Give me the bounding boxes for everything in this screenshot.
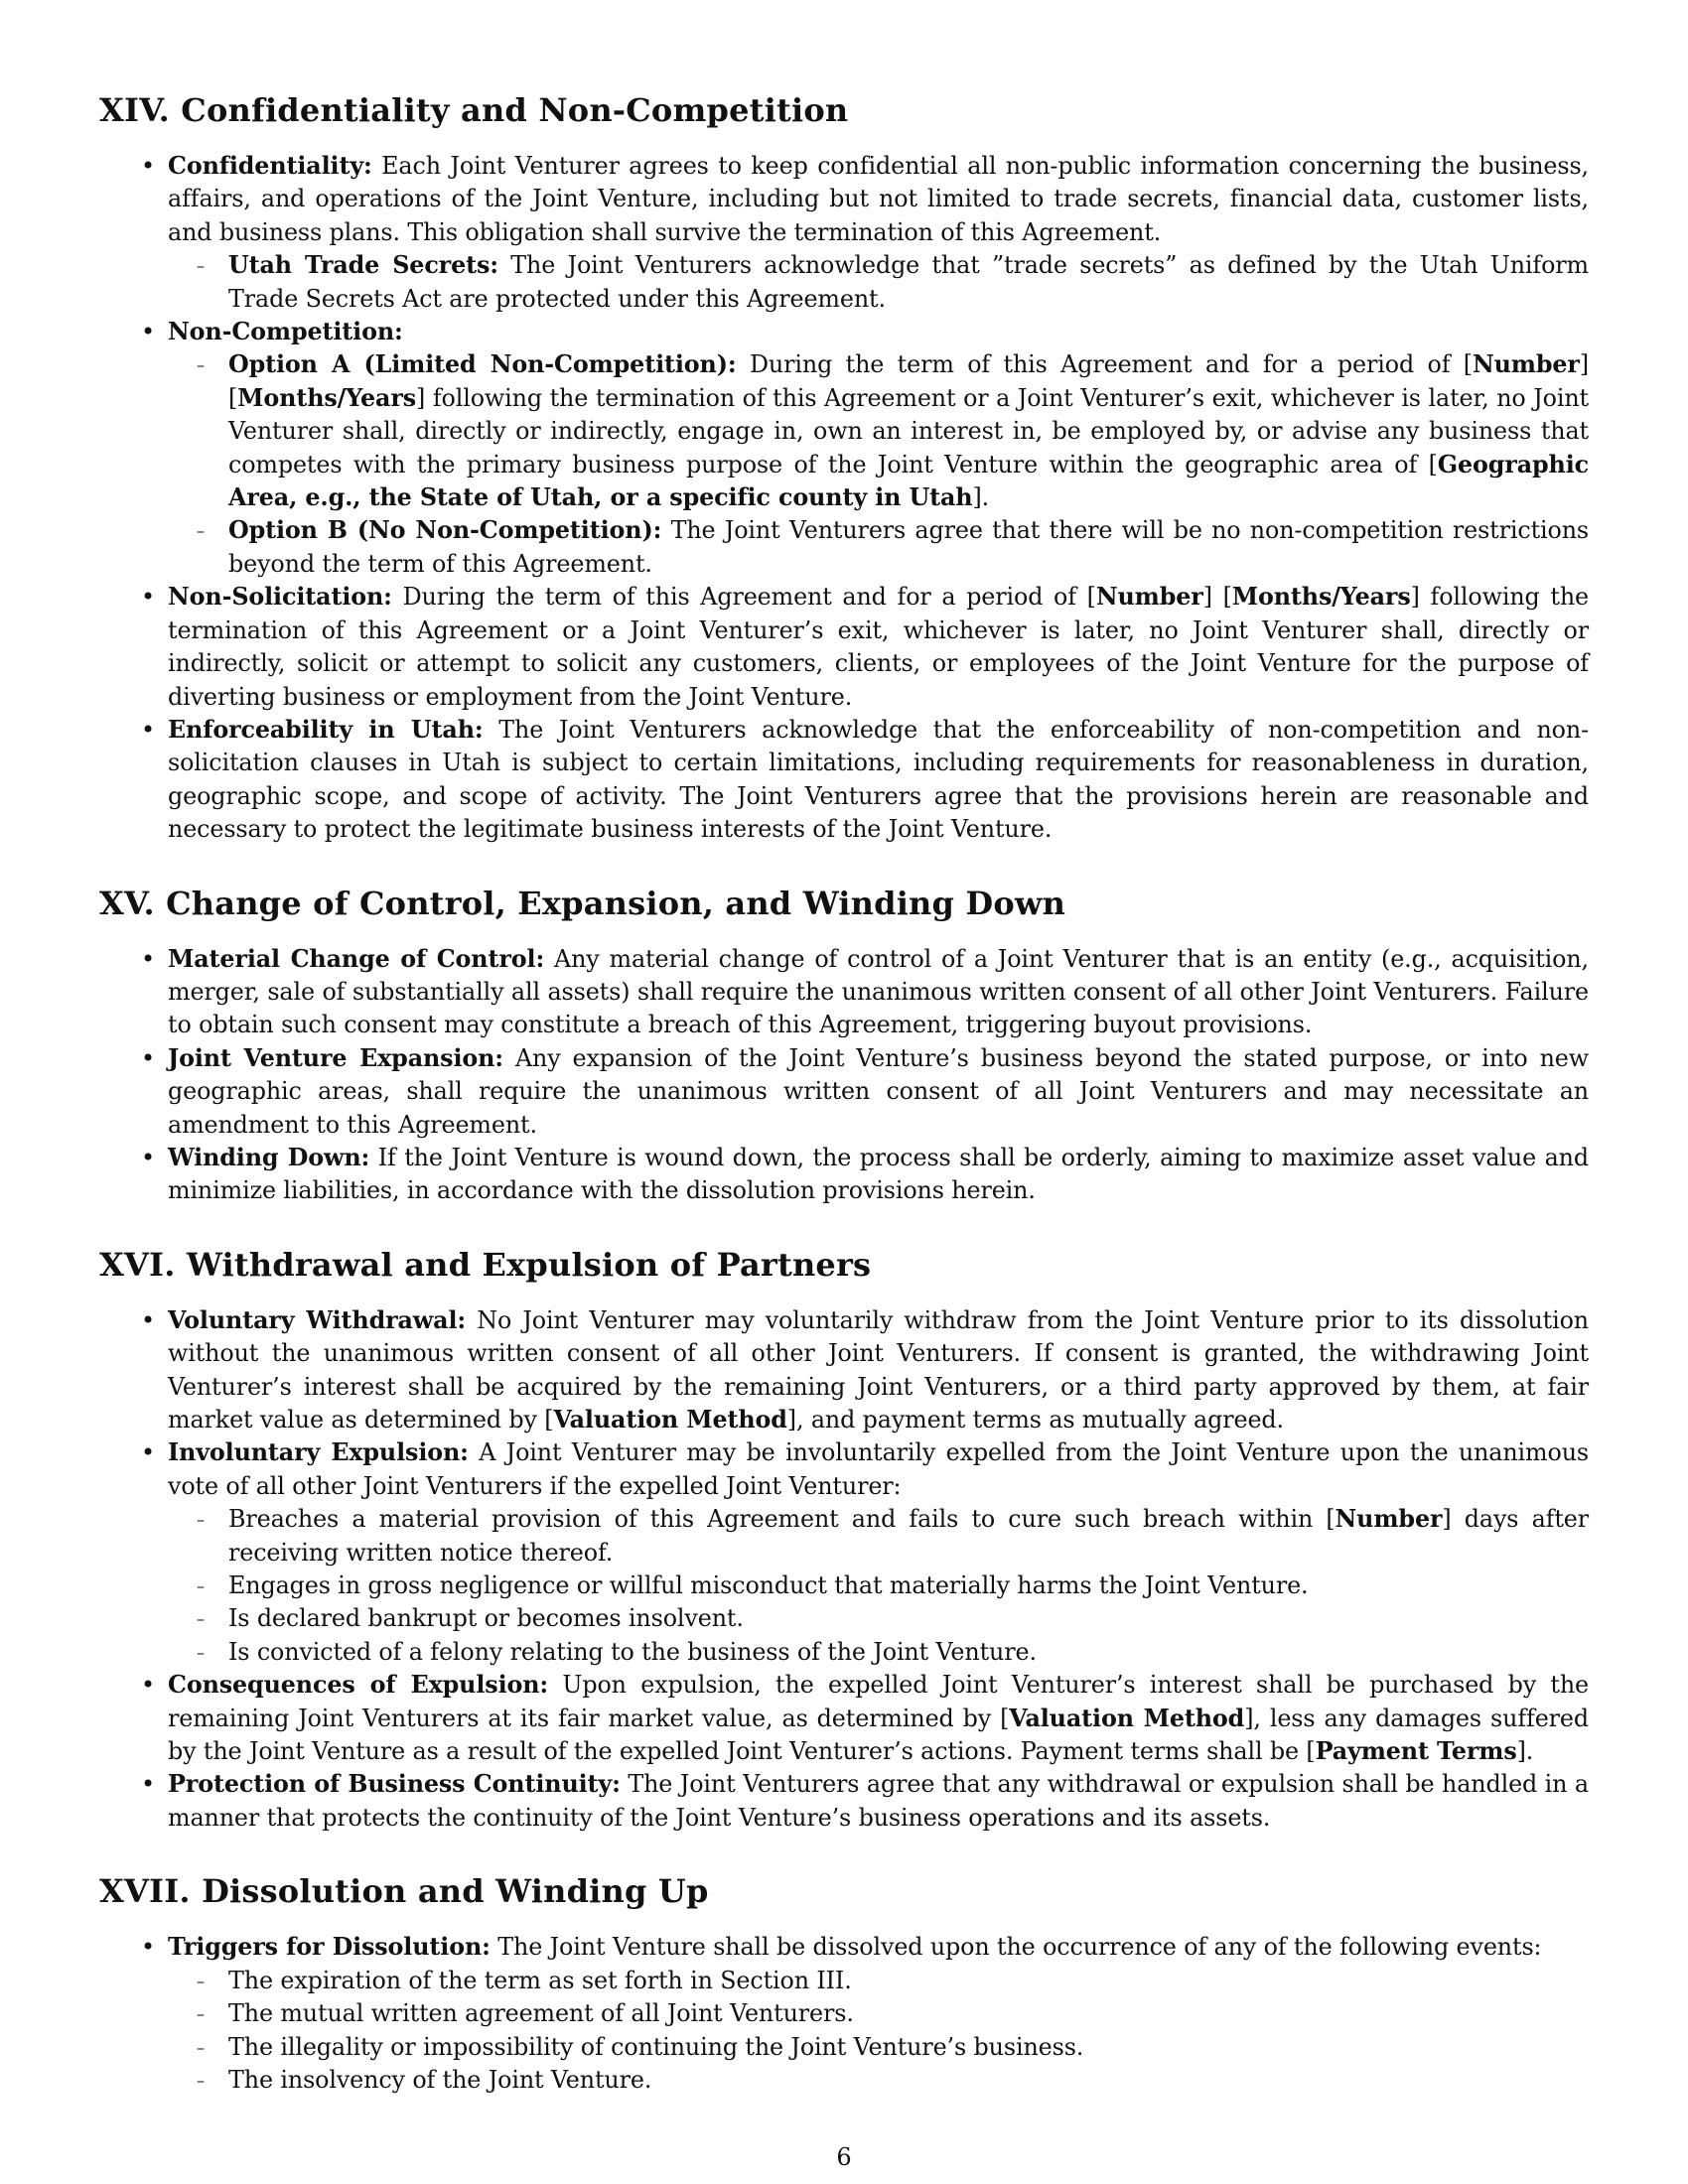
text-run: During the term of this Agreement and for a period of [ — [391, 583, 1096, 612]
sub-item-text — [228, 1503, 1589, 1570]
bullet-text — [168, 581, 1589, 714]
page-number: 6 — [836, 2143, 852, 2171]
bold-term: Geographic Area, e.g., the State of Utah, or a specific county in Utah — [228, 450, 1589, 512]
text-run: No Joint Venturer may voluntarily withdraw from the Joint Venture prior to its dissolution without the unanimous written consent of all other Joint Venturers. If consent is granted, the withdrawing Joint Venturer’s interest shall be acquired by the remaining Joint Venturers, or a third party approved by them, at fair market value as determined by [ — [168, 1305, 1589, 1433]
bullet-item — [99, 1931, 1589, 2097]
sub-item-text — [228, 1965, 1589, 1997]
sub-list — [168, 1965, 1589, 2098]
text-run: The mutual written agreement of all Joint Venturers. — [228, 1999, 854, 2028]
text-run: Any expansion of the Joint Venture’s business beyond the stated purpose, or into new geographic areas, shall require the unanimous written consent of all Joint Venturers and may necessitate an amendment to this Agreement. — [168, 1043, 1590, 1139]
sub-item-text — [228, 514, 1589, 581]
text-run: ]. — [1516, 1737, 1534, 1766]
sub-item — [168, 2031, 1589, 2064]
text-run: Any material change of control of a Joint Venturer that is an entity (e.g., acquisition, merger, sale of substantially all assets) shall require the unanimous written consent of all other Joint Venturers. Failure to obtain such consent may constitute a breach of this Agreement, triggering buyout provisions. — [168, 944, 1589, 1039]
sub-item — [168, 348, 1589, 514]
bullet-list — [99, 150, 1589, 847]
bullet-item — [99, 316, 1589, 581]
text-run: The expiration of the term as set forth in Section III. — [228, 1966, 852, 1994]
bullet-text — [168, 316, 1589, 348]
sub-item — [168, 1503, 1589, 1570]
bullet-text — [168, 1142, 1589, 1208]
sub-item-text — [228, 249, 1589, 316]
bold-term: Involuntary Expulsion: — [168, 1438, 469, 1467]
document-page — [99, 91, 1589, 2134]
bold-term: Option A (Limited Non-Competition): — [228, 350, 737, 379]
bullet-text — [168, 943, 1589, 1042]
text-run: A Joint Venturer may be involuntarily expelled from the Joint Venture upon the unanimous vote of all other Joint Venturers if the expelled Joint Venturer: — [168, 1438, 1589, 1500]
bullet-text — [168, 714, 1589, 847]
bullet-item — [99, 1304, 1589, 1437]
bold-term: Number — [1095, 583, 1203, 612]
bullet-text — [168, 150, 1589, 249]
sub-item-text — [228, 348, 1589, 514]
bullet-list — [99, 1931, 1589, 2097]
bold-term: Enforceability in Utah: — [168, 715, 484, 744]
text-run: ] days after receiving written notice thereof. — [228, 1505, 1589, 1567]
text-run: Is convicted of a felony relating to the business of the Joint Venture. — [228, 1637, 1037, 1666]
text-run: Engages in gross negligence or willful misconduct that materially harms the Joint Venture. — [228, 1571, 1309, 1600]
text-run: Breaches a material provision of this Agreement and fails to cure such breach within [ — [228, 1505, 1336, 1534]
bullet-item — [99, 1669, 1589, 1768]
bold-term: Months/Years — [1231, 583, 1411, 612]
bold-term: Number — [1335, 1505, 1443, 1534]
bullet-item — [99, 943, 1589, 1042]
bold-term: Consequences of Expulsion: — [168, 1671, 549, 1700]
sub-list — [168, 1503, 1589, 1669]
bold-term: Protection of Business Continuity: — [168, 1770, 621, 1799]
sub-item — [168, 2064, 1589, 2097]
bold-term: Payment Terms — [1315, 1737, 1517, 1766]
sub-item-text — [228, 1602, 1589, 1635]
section-heading: XVII. Dissolution and Winding Up — [99, 1872, 709, 1911]
sub-item-text — [228, 2031, 1589, 2064]
text-run: Is declared bankrupt or becomes insolvent. — [228, 1604, 744, 1633]
text-run: The Joint Venture shall be dissolved upon the occurrence of any of the following events: — [490, 1933, 1542, 1962]
text-run: The illegality or impossibility of continuing the Joint Venture’s business. — [228, 2032, 1084, 2061]
bold-term: Non-Solicitation: — [168, 583, 392, 612]
text-run: ] following the termination of this Agreement or a Joint Venturer’s exit, whichever is later, no Joint Venturer shall, directly or indirectly, engage in, own an interest in, be employed by, or advise any business that competes with the primary business purpose of the Joint Venture within the geographic area of [ — [228, 383, 1589, 478]
bullet-text — [168, 1436, 1589, 1503]
bold-term: Voluntary Withdrawal: — [168, 1305, 467, 1334]
text-run: ]. — [972, 483, 990, 512]
sub-item — [168, 1997, 1589, 2030]
sub-item — [168, 1965, 1589, 1997]
bullet-list — [99, 1304, 1589, 1836]
bold-term: Confidentiality: — [168, 152, 372, 180]
text-run: Upon expulsion, the expelled Joint Venturer’s interest shall be purchased by the remaining Joint Venturers at its fair market value, as determined by [ — [168, 1671, 1589, 1732]
text-run: The Joint Venturers acknowledge that the enforceability of non-competition and non-solicitation clauses in Utah is subject to certain limitations, including requirements for reasonableness in duration, geographic scope, and scope of activity. The Joint Venturers agree that the provisions herein are reasonable and necessary to protect the legitimate business interests of the Joint Venture. — [168, 715, 1589, 844]
bullet-item — [99, 581, 1589, 714]
section-heading: XIV. Confidentiality and Non-Competition — [99, 91, 849, 129]
bold-term: Valuation Method — [1009, 1704, 1245, 1732]
bullet-item — [99, 1768, 1589, 1835]
bold-term: Number — [1472, 350, 1580, 379]
bold-term: Months/Years — [237, 383, 417, 412]
bold-term: Non-Competition: — [168, 318, 403, 346]
text-run: ], and payment terms as mutually agreed. — [786, 1406, 1284, 1433]
section-heading: XVI. Withdrawal and Expulsion of Partners — [99, 1245, 872, 1284]
bullet-item — [99, 1042, 1589, 1142]
text-run: The insolvency of the Joint Venture. — [228, 2065, 652, 2094]
text-run: ] [ — [1202, 583, 1232, 612]
sub-item-text — [228, 1997, 1589, 2030]
bullet-text — [168, 1042, 1589, 1142]
bullet-item — [99, 1436, 1589, 1669]
bold-term: Valuation Method — [553, 1406, 787, 1433]
bullet-text — [168, 1931, 1589, 1964]
text-run: ] following the termination of this Agreement or a Joint Venturer’s exit, whichever is later, no Joint Venturer shall, directly or indirectly, solicit or attempt to solicit any customers, clients, or employees of the Joint Venture for the purpose of diverting business or employment from the Joint Venture. — [168, 583, 1589, 711]
text-run: The Joint Venturers agree that there will be no non-competition restrictions beyond the term of this Agreement. — [228, 516, 1590, 578]
sub-item — [168, 1570, 1589, 1602]
text-run: ], less any damages suffered by the Joint Venture as a result of the expelled Joint Venturer’s actions. Payment terms shall be [ — [168, 1704, 1589, 1766]
text-run: The Joint Venturers acknowledge that ”trade secrets” as defined by the Utah Uniform Trade Secrets Act are protected under this Agreement. — [228, 251, 1589, 313]
sub-item — [168, 1602, 1589, 1635]
sub-item — [168, 249, 1589, 316]
sub-item-text — [228, 1636, 1589, 1669]
bullet-text — [168, 1304, 1589, 1437]
bold-term: Utah Trade Secrets: — [228, 251, 498, 280]
bullet-item — [99, 150, 1589, 316]
bullet-item — [99, 1142, 1589, 1208]
bullet-text — [168, 1669, 1589, 1768]
sub-list — [168, 348, 1589, 581]
bold-term: Option B (No Non-Competition): — [228, 516, 662, 545]
sub-item-text — [228, 2064, 1589, 2097]
bullet-list — [99, 943, 1589, 1208]
bullet-text — [168, 1768, 1589, 1835]
sub-item — [168, 1636, 1589, 1669]
sub-item-text — [228, 1570, 1589, 1602]
text-run: The Joint Venturers agree that any withdrawal or expulsion shall be handled in a manner that protects the continuity of the Joint Venture’s business operations and its assets. — [168, 1770, 1589, 1832]
bullet-item — [99, 714, 1589, 847]
sub-list — [168, 249, 1589, 316]
bold-term: Material Change of Control: — [168, 944, 545, 973]
sub-item — [168, 514, 1589, 581]
text-run: If the Joint Venture is wound down, the process shall be orderly, aiming to maximize asset value and minimize liabilities, in accordance with the dissolution provisions herein. — [168, 1143, 1589, 1205]
section-heading: XV. Change of Control, Expansion, and Winding Down — [99, 884, 1066, 922]
bold-term: Joint Venture Expansion: — [168, 1043, 503, 1072]
text-run: During the term of this Agreement and for a period of [ — [736, 350, 1473, 379]
text-run: Each Joint Venturer agrees to keep confidential all non-public information concerning the business, affairs, and operations of the Joint Venture, including but not limited to trade secrets, financial data, customer lists, and business plans. This obligation shall survive the termination of this Agreement. — [168, 152, 1589, 246]
bold-term: Winding Down: — [168, 1143, 370, 1171]
bold-term: Triggers for Dissolution: — [168, 1933, 491, 1962]
text-run: ] [ — [228, 350, 1589, 412]
